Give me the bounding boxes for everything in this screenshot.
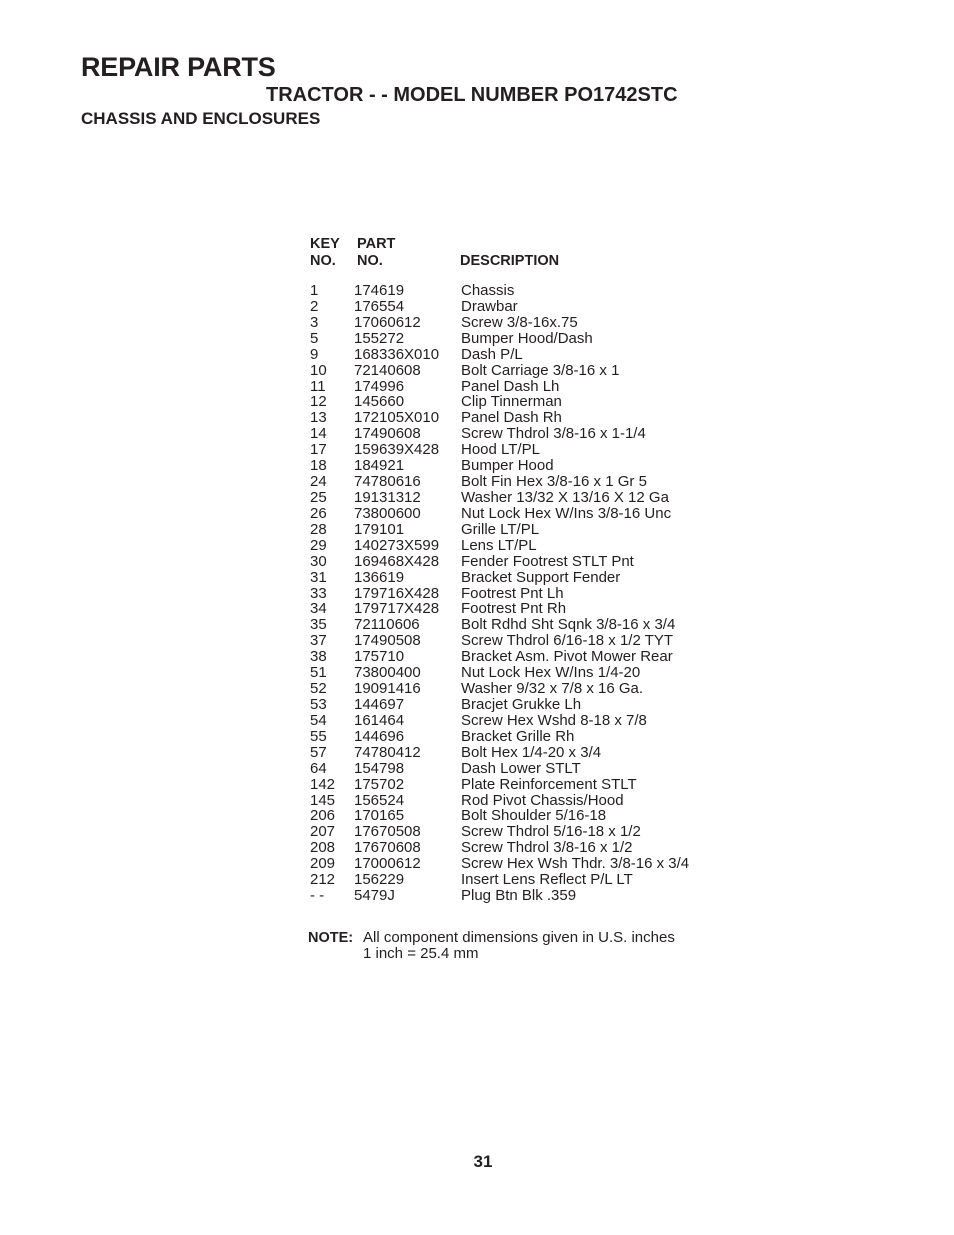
description-cell: Bracket Support Fender <box>461 568 621 586</box>
table-row <box>310 601 710 617</box>
description-cell: Dash Lower STLT <box>461 759 581 777</box>
table-row <box>310 808 710 824</box>
table-row <box>310 299 710 315</box>
part-number-cell: 5479J <box>354 887 395 905</box>
note-label: NOTE: <box>308 930 354 946</box>
description-cell: Washer 13/32 X 13/16 X 12 Ga <box>461 488 669 506</box>
table-row <box>310 506 710 522</box>
part-number-cell: 179101 <box>354 520 405 538</box>
table-row <box>310 665 710 681</box>
part-header-line1: PART <box>357 236 396 252</box>
table-body <box>310 283 710 904</box>
description-cell: Nut Lock Hex W/Ins 1/4-20 <box>461 664 641 682</box>
section-heading: CHASSIS AND ENCLOSURES <box>81 109 321 128</box>
table-row <box>310 681 710 697</box>
key-cell: 145 <box>310 791 336 809</box>
table-row <box>310 697 710 713</box>
table-row <box>310 363 710 379</box>
description-header: DESCRIPTION <box>460 253 560 269</box>
note-line1: All component dimensions given in U.S. inches <box>363 929 675 946</box>
description-cell: Hood LT/PL <box>461 441 540 459</box>
key-cell: 212 <box>310 871 336 889</box>
description-cell: Bracjet Grukke Lh <box>461 695 582 713</box>
key-cell: 26 <box>310 504 327 522</box>
description-cell: Rod Pivot Chassis/Hood <box>461 791 624 809</box>
key-cell: 208 <box>310 839 336 857</box>
table-row <box>310 315 710 331</box>
description-cell: Screw Thdrol 6/16-18 x 1/2 TYT <box>461 632 674 650</box>
part-number-cell: 140273X599 <box>354 536 440 554</box>
part-number-cell: 175710 <box>354 648 405 666</box>
key-cell: 14 <box>310 425 327 443</box>
description-cell: Screw Hex Wsh Thdr. 3/8-16 x 3/4 <box>461 855 690 873</box>
table-row <box>310 856 710 872</box>
key-cell: 37 <box>310 632 327 650</box>
description-cell: Footrest Pnt Lh <box>461 584 564 602</box>
part-header-line2: NO. <box>357 253 383 269</box>
key-cell: 25 <box>310 488 327 506</box>
part-number-cell: 144696 <box>354 727 405 745</box>
table-row <box>310 713 710 729</box>
part-number-cell: 179716X428 <box>354 584 440 602</box>
table-row <box>310 442 710 458</box>
key-cell: 57 <box>310 743 327 761</box>
key-cell: 9 <box>310 345 319 363</box>
table-row <box>310 570 710 586</box>
key-cell: 55 <box>310 727 327 745</box>
part-number-cell: 145660 <box>354 393 405 411</box>
model-subtitle: TRACTOR - - MODEL NUMBER PO1742STC <box>266 84 678 106</box>
part-number-cell: 19091416 <box>354 680 421 698</box>
part-number-cell: 136619 <box>354 568 405 586</box>
key-cell: 10 <box>310 361 327 379</box>
description-cell: Screw Thdrol 3/8-16 x 1-1/4 <box>461 425 646 443</box>
part-number-cell: 156524 <box>354 791 405 809</box>
table-row <box>310 793 710 809</box>
description-cell: Bracket Asm. Pivot Mower Rear <box>461 648 673 666</box>
part-number-cell: 172105X010 <box>354 409 440 427</box>
key-cell: 53 <box>310 695 327 713</box>
key-cell: 52 <box>310 680 327 698</box>
description-cell: Drawbar <box>461 297 518 315</box>
key-header-line1: KEY <box>310 236 340 252</box>
key-cell: 30 <box>310 552 327 570</box>
key-cell: 28 <box>310 520 327 538</box>
table-row <box>310 729 710 745</box>
description-cell: Plate Reinforcement STLT <box>461 775 637 793</box>
description-cell: Bolt Shoulder 5/16-18 <box>461 807 607 825</box>
table-row <box>310 522 710 538</box>
key-cell: 51 <box>310 664 327 682</box>
description-cell: Bolt Rdhd Sht Sqnk 3/8-16 x 3/4 <box>461 616 676 634</box>
description-cell: Bolt Hex 1/4-20 x 3/4 <box>461 743 602 761</box>
description-cell: Bracket Grille Rh <box>461 727 575 745</box>
description-cell: Footrest Pnt Rh <box>461 600 567 618</box>
key-cell: 2 <box>310 297 319 315</box>
table-row <box>310 458 710 474</box>
table-row <box>310 426 710 442</box>
table-row <box>310 347 710 363</box>
part-number-cell: 156229 <box>354 871 405 889</box>
table-row <box>310 633 710 649</box>
table-row <box>310 538 710 554</box>
description-cell: Lens LT/PL <box>461 536 537 554</box>
part-number-cell: 174619 <box>354 282 405 299</box>
part-number-cell: 17490608 <box>354 425 421 443</box>
table-row <box>310 474 710 490</box>
key-cell: 12 <box>310 393 327 411</box>
table-row <box>310 586 710 602</box>
table-row <box>310 283 710 299</box>
part-number-cell: 169468X428 <box>354 552 440 570</box>
key-cell: 5 <box>310 329 319 347</box>
description-cell: Chassis <box>461 282 515 299</box>
key-cell: 11 <box>310 377 326 395</box>
part-number-cell: 154798 <box>354 759 405 777</box>
key-cell: 209 <box>310 855 336 873</box>
key-cell: 29 <box>310 536 327 554</box>
table-row <box>310 394 710 410</box>
description-cell: Plug Btn Blk .359 <box>461 887 577 905</box>
description-cell: Clip Tinnerman <box>461 393 562 411</box>
key-cell: 206 <box>310 807 336 825</box>
description-cell: Panel Dash Lh <box>461 377 560 395</box>
key-cell: 35 <box>310 616 327 634</box>
table-row <box>310 331 710 347</box>
part-number-cell: 174996 <box>354 377 405 395</box>
description-cell: Screw Thdrol 3/8-16 x 1/2 <box>461 839 633 857</box>
part-number-cell: 155272 <box>354 329 405 347</box>
part-number-cell: 176554 <box>354 297 405 315</box>
part-number-cell: 161464 <box>354 711 405 729</box>
part-number-cell: 179717X428 <box>354 600 440 618</box>
part-number-cell: 74780616 <box>354 473 421 491</box>
key-cell: 34 <box>310 600 327 618</box>
key-cell: 142 <box>310 775 336 793</box>
description-cell: Bolt Fin Hex 3/8-16 x 1 Gr 5 <box>461 473 647 491</box>
key-header-line2: NO. <box>310 253 336 269</box>
key-cell: 54 <box>310 711 327 729</box>
table-row <box>310 872 710 888</box>
table-row <box>310 379 710 395</box>
table-row <box>310 824 710 840</box>
description-cell: Panel Dash Rh <box>461 409 562 427</box>
part-number-cell: 17490508 <box>354 632 421 650</box>
part-number-cell: 144697 <box>354 695 405 713</box>
description-cell: Bumper Hood <box>461 457 554 475</box>
part-number-cell: 19131312 <box>354 488 421 506</box>
key-cell: - - <box>310 887 325 905</box>
part-number-cell: 74780412 <box>354 743 421 761</box>
table-row <box>310 410 710 426</box>
page-number: 31 <box>473 1152 493 1171</box>
description-cell: Dash P/L <box>461 345 523 363</box>
description-cell: Screw Hex Wshd 8-18 x 7/8 <box>461 711 647 729</box>
key-cell: 64 <box>310 759 327 777</box>
part-number-cell: 184921 <box>354 457 405 475</box>
table-row <box>310 649 710 665</box>
description-cell: Screw 3/8-16x.75 <box>461 313 578 331</box>
description-cell: Fender Footrest STLT Pnt <box>461 552 634 570</box>
part-number-cell: 17670508 <box>354 823 421 841</box>
part-number-cell: 159639X428 <box>354 441 440 459</box>
part-number-cell: 17670608 <box>354 839 421 857</box>
part-number-cell: 72140608 <box>354 361 421 379</box>
table-row <box>310 617 710 633</box>
part-number-cell: 73800400 <box>354 664 421 682</box>
part-number-cell: 170165 <box>354 807 405 825</box>
key-cell: 38 <box>310 648 327 666</box>
table-row <box>310 777 710 793</box>
key-cell: 1 <box>310 282 319 299</box>
key-cell: 3 <box>310 313 319 331</box>
page-title: REPAIR PARTS <box>81 52 276 82</box>
part-number-cell: 73800600 <box>354 504 421 522</box>
key-cell: 18 <box>310 457 327 475</box>
table-row <box>310 745 710 761</box>
part-number-cell: 17060612 <box>354 313 421 331</box>
key-cell: 33 <box>310 584 327 602</box>
description-cell: Nut Lock Hex W/Ins 3/8-16 Unc <box>461 504 672 522</box>
note-line2: 1 inch = 25.4 mm <box>363 945 479 962</box>
description-cell: Bumper Hood/Dash <box>461 329 593 347</box>
description-cell: Bolt Carriage 3/8-16 x 1 <box>461 361 620 379</box>
key-cell: 31 <box>310 568 327 586</box>
description-cell: Screw Thdrol 5/16-18 x 1/2 <box>461 823 641 841</box>
key-cell: 24 <box>310 473 327 491</box>
table-row <box>310 490 710 506</box>
description-cell: Insert Lens Reflect P/L LT <box>461 871 633 889</box>
key-cell: 17 <box>310 441 327 459</box>
part-number-cell: 175702 <box>354 775 405 793</box>
key-cell: 13 <box>310 409 327 427</box>
description-cell: Grille LT/PL <box>461 520 540 538</box>
table-row <box>310 888 710 904</box>
table-row <box>310 554 710 570</box>
part-number-cell: 17000612 <box>354 855 421 873</box>
description-cell: Washer 9/32 x 7/8 x 16 Ga. <box>461 680 644 698</box>
table-row <box>310 761 710 777</box>
table-row <box>310 840 710 856</box>
part-number-cell: 72110606 <box>354 616 420 634</box>
key-cell: 207 <box>310 823 336 841</box>
part-number-cell: 168336X010 <box>354 345 440 363</box>
